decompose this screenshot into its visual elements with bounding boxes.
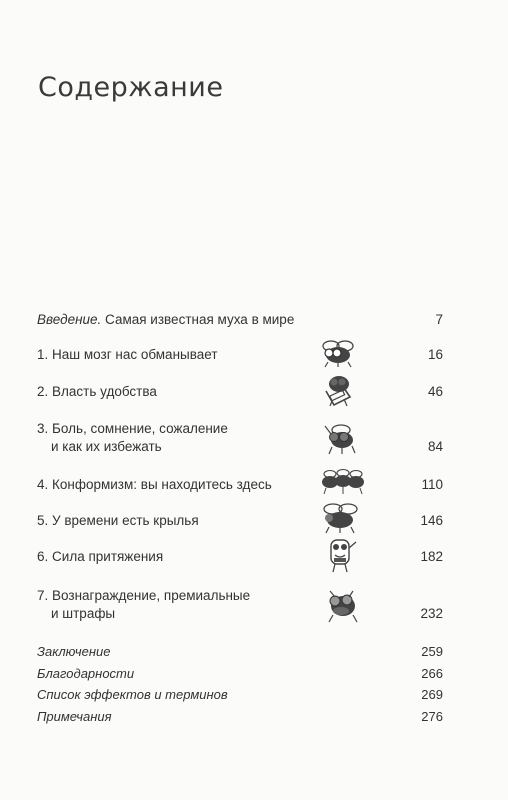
- toc-page-number: 269: [421, 687, 443, 702]
- fly-group-icon: [320, 466, 366, 496]
- fly-chair-icon: [320, 371, 356, 407]
- toc-entry-text: 4. Конформизм: вы находитесь здесь: [37, 477, 272, 492]
- toc-entry-chapter-2: [37, 383, 443, 401]
- toc-page-number: 232: [420, 606, 443, 621]
- fly-magnet-icon: [324, 534, 358, 574]
- toc-entry-intro: [37, 311, 443, 329]
- toc-entry-chapter-7: [37, 587, 443, 623]
- toc-entry-chapter-3: [37, 420, 443, 456]
- fly-reward-icon: [323, 589, 361, 623]
- toc-page-number: 84: [427, 439, 443, 454]
- fly-goggles-icon: [320, 338, 356, 368]
- toc-entry-chapter-1: [37, 346, 443, 364]
- toc-entry-text: [37, 311, 294, 329]
- fly-wings-icon: [320, 500, 360, 534]
- page-title: Содержание: [38, 72, 224, 103]
- toc-page-number: 46: [427, 384, 443, 399]
- intro-label: Введение.: [37, 312, 102, 327]
- toc-entry-text: 2. Власть удобства: [37, 384, 157, 399]
- toc-entry-notes: [37, 708, 443, 726]
- toc-entry-chapter-6: [37, 548, 443, 566]
- intro-title: Самая известная муха в мире: [105, 312, 295, 327]
- toc-page-number: 259: [421, 644, 443, 659]
- toc-entry-text: Благодарности: [37, 666, 135, 681]
- toc-entry-text: 3. Боль, сомнение, сожаление и как их избежать: [37, 421, 228, 454]
- toc-entry-conclusion: [37, 643, 443, 661]
- toc-page-number: 182: [420, 549, 443, 564]
- toc-entry-text: 7. Вознаграждение, премиальные и штрафы: [37, 588, 251, 621]
- toc-entry-text: 6. Сила притяжения: [37, 549, 164, 564]
- toc-entry-text: Заключение: [37, 644, 111, 659]
- toc-page-number: 110: [421, 477, 443, 492]
- fly-bandage-icon: [320, 420, 360, 456]
- toc-page-number: 266: [421, 666, 443, 681]
- toc-entry-glossary: [37, 686, 443, 704]
- toc-entry-text: 1. Наш мозг нас обманывает: [37, 347, 218, 362]
- toc-entry-acknowledgements: [37, 665, 443, 683]
- toc-page-number: 7: [435, 312, 443, 327]
- toc-entry-chapter-5: [37, 512, 443, 530]
- toc-page-number: 276: [421, 709, 443, 724]
- toc-entry-text: Примечания: [37, 709, 112, 724]
- toc-page-number: 16: [427, 347, 443, 362]
- toc-entry-chapter-4: [37, 476, 443, 494]
- toc-entry-text: 5. У времени есть крылья: [37, 513, 199, 528]
- toc-page-number: 146: [420, 513, 443, 528]
- toc-entry-text: Список эффектов и терминов: [37, 687, 228, 702]
